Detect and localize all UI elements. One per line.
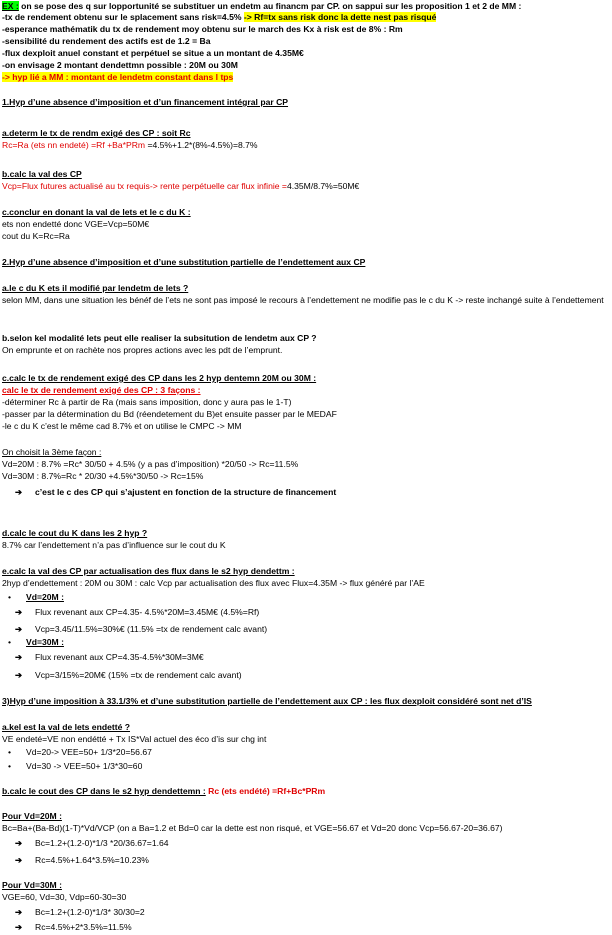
intro-line-6: -on envisage 2 montant dendettmn possible : 20M ou 30M bbox=[2, 60, 238, 70]
vd30-flux: ➔ Flux revenant aux CP=4.35-4.5%*30M=3M€ bbox=[15, 652, 204, 662]
s2-b-text: On emprunte et on rachète nos propres actions avec les pdt de l’emprunt. bbox=[2, 345, 283, 355]
arrow-icon: ➔ bbox=[15, 652, 23, 662]
s2-d-title: d.calc le cout du K dans les 2 hyp ? bbox=[2, 528, 148, 538]
s3-p30-text: VGE=60, Vd=30, Vdp=60-30=30 bbox=[2, 892, 127, 902]
intro-line-1: EX : on se pose des q sur lopportunité se substituer un endetm au financm par CP. on sappui sur les proposition 1 et 2 de MM : bbox=[2, 1, 522, 11]
vd30-heading: • Vd=30M : bbox=[8, 637, 64, 647]
s3-p20-text: Bc=Ba+(Ba-Bd)(1-T)*Vd/VCP (on a Ba=1.2 et Bd=0 car la dette est non risqué, et VGE=56.67 et Vd=20 donc Vcp=56.67-20=36.67) bbox=[2, 823, 503, 833]
bullet-icon: • bbox=[8, 637, 12, 647]
bullet-icon: • bbox=[8, 747, 12, 757]
s2-c-title: c.calc le tx de rendement exigé des CP dans les 2 hyp dentemn 20M ou 30M : bbox=[2, 373, 317, 383]
bullet-icon: • bbox=[8, 761, 12, 771]
intro-line-3: -esperance mathématik du tx de rendement moy obtenu sur le march des Kx à risk est de 8% : Rm bbox=[2, 24, 403, 34]
highlight-rf: -> Rf=tx sans risk donc la dette nest pas risqué bbox=[243, 12, 437, 22]
s1-a-formula: Rc=Ra (ets nn endeté) =Rf +Ba*PRm =4.5%+1.2*(8%-4.5%)=8.7% bbox=[2, 140, 258, 150]
s2-b-title: b.selon kel modalité lets peut elle realiser la subsitution de lendetm aux CP ? bbox=[2, 333, 317, 343]
s2-e-text: 2hyp d’endettement : 20M ou 30M : calc Vcp par actualisation des flux avec Flux=4.35M -> flux généré par l’AE bbox=[2, 578, 425, 588]
arrow-icon: ➔ bbox=[15, 907, 23, 917]
s3-a-bullet-1: • Vd=20-> VEE=50+ 1/3*20=56.67 bbox=[8, 747, 152, 757]
arrow-icon: ➔ bbox=[15, 624, 23, 634]
s3-a-title: a.kel est la val de lets endetté ? bbox=[2, 722, 131, 732]
section-2-title: 2.Hyp d’une absence d’imposition et d’une substitution partielle de l’endettement aux CP bbox=[2, 257, 366, 267]
vd20-vcp: ➔ Vcp=3.45/11.5%=30%€ (11.5% =tx de rendement calc avant) bbox=[15, 624, 268, 634]
s3-a-text: VE endeté=VE non endétté + Tx IS*Val actuel des éco d’is sur chg int bbox=[2, 734, 267, 744]
intro-line-2: -tx de rendement obtenu sur le splacement sans risk=4.5% -> Rf=tx sans risk donc la dette nest pas risqué bbox=[2, 12, 437, 22]
arrow-icon: ➔ bbox=[15, 607, 23, 617]
s3-b-title: b.calc le cout des CP dans le s2 hyp dendettemn : Rc (ets endété) =Rf+Bc*PRm bbox=[2, 786, 326, 796]
s1-a-title: a.determ le tx de rendm exigé des CP : soit Rc bbox=[2, 128, 191, 138]
s1-c-line-2: cout du K=Rc=Ra bbox=[2, 231, 70, 241]
s1-c-title: c.conclur en donant la val de lets et le c du K : bbox=[2, 207, 191, 217]
arrow-icon: ➔ bbox=[15, 838, 23, 848]
arrow-icon: ➔ bbox=[15, 855, 23, 865]
s2-a-title: a.le c du K ets il modifié par lendetm de lets ? bbox=[2, 283, 189, 293]
s3-p20-bc: ➔ Bc=1.2+(1.2-0)*1/3 *20/36.67=1.64 bbox=[15, 838, 169, 848]
s3-p20-rc: ➔ Rc=4.5%+1.64*3.5%=10.23% bbox=[15, 855, 149, 865]
vd30-vcp: ➔ Vcp=3/15%=20M€ (15% =tx de rendement calc avant) bbox=[15, 670, 242, 680]
s2-c-choice: On choisit la 3ème façon : bbox=[2, 447, 102, 457]
section-1-title: 1.Hyp d’une absence d’imposition et d’un financement intégral par CP bbox=[2, 97, 289, 107]
s3-a-bullet-2: • Vd=30 -> VEE=50+ 1/3*30=60 bbox=[8, 761, 143, 771]
s2-c-method-2: -passer par la détermination du Bd (réendetement du B)et ensuite passer par le MEDAF bbox=[2, 409, 337, 419]
intro-line-4: -sensibilité du rendement des actifs est de 1.2 = Ba bbox=[2, 36, 211, 46]
arrow-icon: ➔ bbox=[15, 922, 23, 932]
arrow-icon: ➔ bbox=[15, 487, 23, 497]
s2-c-conclusion: ➔ c’est le c des CP qui s’ajustent en fonction de la structure de financement bbox=[15, 487, 337, 497]
s3-p30-bc: ➔ Bc=1.2+(1.2-0)*1/3* 30/30=2 bbox=[15, 907, 145, 917]
s2-e-title: e.calc la val des CP par actualisation des flux dans le s2 hyp dendettm : bbox=[2, 566, 295, 576]
intro-line-7: -> hyp lié a MM : montant de lendetm constant dans l tps bbox=[2, 72, 234, 82]
s1-b-formula: Vcp=Flux futures actualisé au tx requis-> rente perpétuelle car flux infinie =4.35M/8.7%=50M€ bbox=[2, 181, 360, 191]
s3-p20-title: Pour Vd=20M : bbox=[2, 811, 62, 821]
s2-c-method-1: -déterminer Rc à partir de Ra (mais sans imposition, donc y aura pas le 1-T) bbox=[2, 397, 292, 407]
vd20-flux: ➔ Flux revenant aux CP=4.35- 4.5%*20M=3.45M€ (4.5%=Rf) bbox=[15, 607, 260, 617]
bullet-icon: • bbox=[8, 592, 12, 602]
section-3-title: 3)Hyp d’une imposition à 33.1/3% et d’une substitution partielle de l’endettement aux CP : les flux dexploit considéré sont net d’IS bbox=[2, 696, 532, 706]
s2-c-vd30: Vd=30M : 8.7%=Rc * 20/30 +4.5%*30/50 -> Rc=15% bbox=[2, 471, 204, 481]
s2-a-text: selon MM, dans une situation les bénéf de l’ets ne sont pas imposé le recours à l’endettement ne modifie pas le c du K -> reste inchangé suite à l’endettement bbox=[2, 295, 604, 305]
vd20-heading: • Vd=20M : bbox=[8, 592, 64, 602]
s1-c-line-1: ets non endetté donc VGE=Vcp=50M€ bbox=[2, 219, 150, 229]
ex-label: EX : bbox=[2, 1, 19, 11]
s2-c-method-3: -le c du K c’est le même cad 8.7% et on utilise le CMPC -> MM bbox=[2, 421, 242, 431]
s1-b-title: b.calc la val des CP bbox=[2, 169, 82, 179]
s3-p30-title: Pour Vd=30M : bbox=[2, 880, 62, 890]
intro-line-5: -flux dexploit anuel constant et perpétuel se situe a un montant de 4.35M€ bbox=[2, 48, 304, 58]
arrow-icon: ➔ bbox=[15, 670, 23, 680]
s2-c-vd20: Vd=20M : 8.7% =Rc* 30/50 + 4.5% (y a pas d’imposition) *20/50 -> Rc=11.5% bbox=[2, 459, 299, 469]
s3-p30-rc: ➔ Rc=4.5%+2*3.5%=11.5% bbox=[15, 922, 132, 932]
s2-d-text: 8.7% car l’endettement n’a pas d’influence sur le cout du K bbox=[2, 540, 226, 550]
s2-c-methods-title: calc le tx de rendement exigé des CP : 3 façons : bbox=[2, 385, 201, 395]
